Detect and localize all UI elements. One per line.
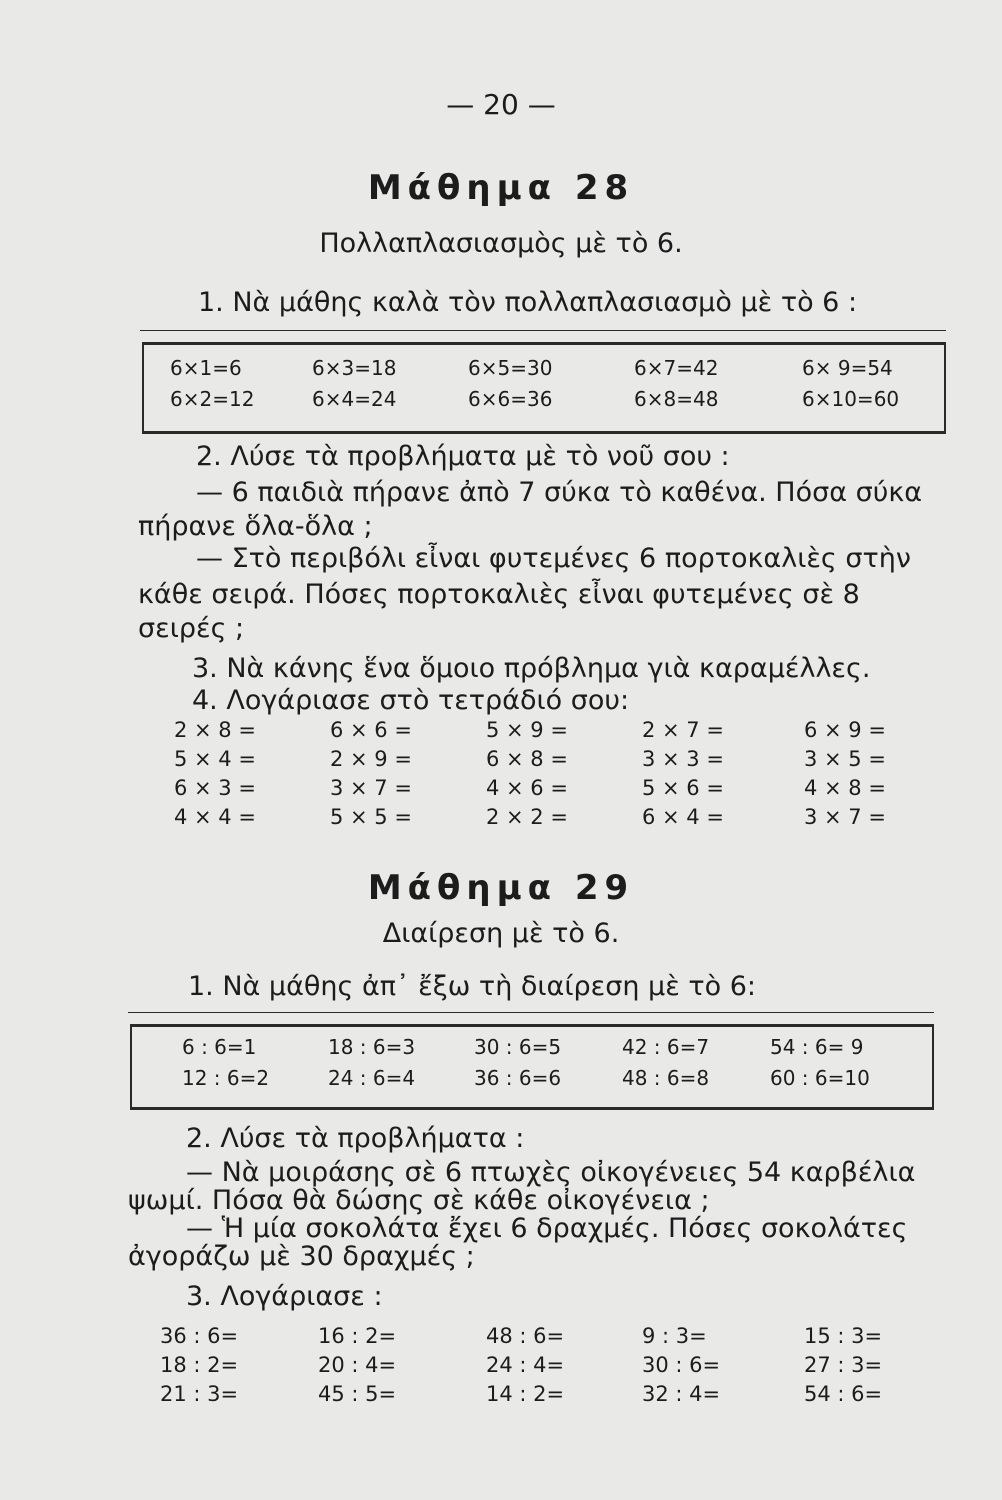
table-cell: 6×7=42	[634, 356, 719, 380]
exercise: 30 : 6=	[642, 1353, 721, 1377]
lesson-28-problem-2: — Στὸ περιβόλι εἶναι φυτεμένες 6 πορτοκαλιὲς στὴν	[196, 543, 911, 574]
table-cell: 6×5=30	[468, 356, 553, 380]
lesson-29-item-2-heading: 2. Λύσε τὰ προβλήματα :	[186, 1123, 525, 1154]
lesson-29-problem-2-cont: ἀγοράζω μὲ 30 δραχμές ;	[128, 1241, 475, 1272]
lesson-28-title: Μάθημα 28	[367, 168, 635, 208]
exercise: 16 : 2=	[318, 1324, 397, 1348]
exercise: 2 × 9 =	[330, 747, 412, 771]
exercise: 20 : 4=	[318, 1353, 397, 1377]
exercise: 5 × 5 =	[330, 805, 412, 829]
table-cell: 54 : 6= 9	[770, 1035, 864, 1059]
exercise: 6 × 3 =	[174, 776, 256, 800]
exercise: 3 × 7 =	[330, 776, 412, 800]
table-cell: 18 : 6=3	[328, 1035, 416, 1059]
exercise: 54 : 6=	[804, 1382, 883, 1406]
table-cell: 6×10=60	[802, 387, 900, 411]
lesson-29-title: Μάθημα 29	[367, 868, 635, 908]
lesson-28-problem-2-end: σειρές ;	[138, 613, 245, 644]
exercise: 5 × 9 =	[486, 718, 568, 742]
exercise: 24 : 4=	[486, 1353, 565, 1377]
lesson-28-problem-1-cont: πήρανε ὅλα-ὅλα ;	[138, 511, 373, 542]
exercise: 15 : 3=	[804, 1324, 883, 1348]
exercise: 36 : 6=	[160, 1324, 239, 1348]
exercise: 18 : 2=	[160, 1353, 239, 1377]
table-cell: 6×2=12	[170, 387, 255, 411]
exercise: 6 × 4 =	[642, 805, 724, 829]
lesson-28-exercises	[174, 716, 934, 832]
exercise: 3 × 3 =	[642, 747, 724, 771]
lesson-28-item-1: 1. Νὰ μάθης καλὰ τὸν πολλαπλασιασμὸ μὲ τὸ 6 :	[198, 287, 858, 318]
lesson-29-exercises	[160, 1322, 924, 1409]
exercise: 9 : 3=	[642, 1324, 707, 1348]
table-cell: 24 : 6=4	[328, 1066, 416, 1090]
exercise: 4 × 4 =	[174, 805, 256, 829]
lesson-29-item-1: 1. Νὰ μάθης ἀπ᾿ ἔξω τὴ διαίρεση μὲ τὸ 6:	[188, 971, 757, 1002]
table-cell: 6×3=18	[312, 356, 397, 380]
exercise: 4 × 8 =	[804, 776, 886, 800]
lesson-29-problem-2: — Ἡ μία σοκολάτα ἔχει 6 δραχμές. Πόσες σοκολάτες	[186, 1213, 908, 1244]
table-cell: 60 : 6=10	[770, 1066, 870, 1090]
table-top-rule	[140, 330, 946, 331]
exercise: 3 × 7 =	[804, 805, 886, 829]
exercise: 27 : 3=	[804, 1353, 883, 1377]
lesson-28-item-2-heading: 2. Λύσε τὰ προβλήματα μὲ τὸ νοῦ σου :	[196, 441, 730, 472]
division-table-box	[130, 1024, 934, 1110]
multiplication-table	[170, 353, 922, 415]
lesson-28-problem-2-cont: κάθε σειρά. Πόσες πορτοκαλιὲς εἶναι φυτεμένες σὲ 8	[138, 579, 860, 610]
exercise: 6 × 6 =	[330, 718, 412, 742]
exercise: 4 × 6 =	[486, 776, 568, 800]
exercise: 21 : 3=	[160, 1382, 239, 1406]
lesson-29-problem-1: — Νὰ μοιράσης σὲ 6 πτωχὲς οἰκογένειες 54 καρβέλια	[186, 1157, 916, 1188]
lesson-29-item-3: 3. Λογάριασε :	[186, 1281, 383, 1312]
table-cell: 12 : 6=2	[182, 1066, 270, 1090]
table-cell: 6 : 6=1	[182, 1035, 257, 1059]
exercise: 45 : 5=	[318, 1382, 397, 1406]
lesson-28-subtitle: Πολλαπλασιασμὸς μὲ τὸ 6.	[319, 228, 683, 259]
lesson-28-item-3: 3. Νὰ κάνης ἕνα ὅμοιο πρόβλημα γιὰ καραμέλλες.	[192, 653, 871, 684]
table-cell: 6×8=48	[634, 387, 719, 411]
table-cell: 36 : 6=6	[474, 1066, 562, 1090]
table-cell: 6×6=36	[468, 387, 553, 411]
lesson-29-problem-1-cont: ψωμί. Πόσα θὰ δώσης σὲ κάθε οἰκογένεια ;	[128, 1185, 710, 1216]
exercise: 6 × 8 =	[486, 747, 568, 771]
exercise: 14 : 2=	[486, 1382, 565, 1406]
table-cell: 6×1=6	[170, 356, 242, 380]
exercise: 2 × 7 =	[642, 718, 724, 742]
table-cell: 48 : 6=8	[622, 1066, 710, 1090]
lesson-28-item-4: 4. Λογάριασε στὸ τετράδιό σου:	[192, 685, 630, 716]
exercise: 5 × 6 =	[642, 776, 724, 800]
table-cell: 6× 9=54	[802, 356, 893, 380]
table-cell: 6×4=24	[312, 387, 397, 411]
table-top-rule	[128, 1012, 934, 1013]
exercise: 48 : 6=	[486, 1324, 565, 1348]
table-cell: 30 : 6=5	[474, 1035, 562, 1059]
exercise: 2 × 2 =	[486, 805, 568, 829]
exercise: 32 : 4=	[642, 1382, 721, 1406]
lesson-29-subtitle: Διαίρεση μὲ τὸ 6.	[382, 918, 620, 949]
page-number: — 20 —	[446, 88, 556, 121]
exercise: 3 × 5 =	[804, 747, 886, 771]
exercise: 6 × 9 =	[804, 718, 886, 742]
multiplication-table-box	[142, 342, 946, 434]
division-table	[182, 1032, 900, 1094]
table-cell: 42 : 6=7	[622, 1035, 710, 1059]
exercise: 5 × 4 =	[174, 747, 256, 771]
exercise: 2 × 8 =	[174, 718, 256, 742]
lesson-28-problem-1: — 6 παιδιὰ πήρανε ἀπὸ 7 σύκα τὸ καθένα. Πόσα σύκα	[196, 477, 923, 508]
